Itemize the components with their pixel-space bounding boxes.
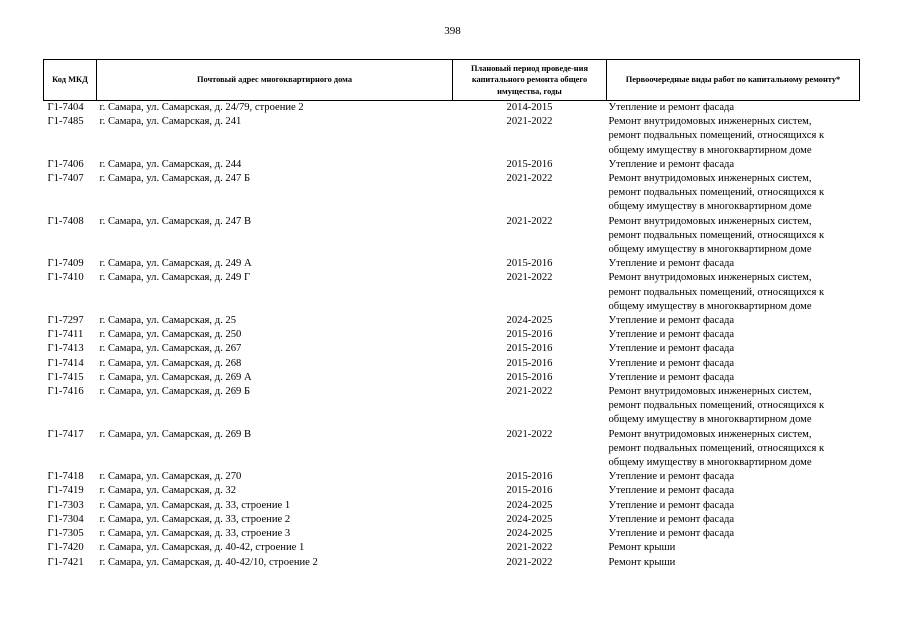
row-code: Г1-7304	[47, 513, 84, 525]
header-period: Плановый период проведе-ния капитального ремонта общего имущества, годы	[453, 60, 607, 101]
row-code: Г1-7408	[47, 215, 84, 227]
row-period: 2021-2022	[506, 556, 553, 568]
works-line: Ремонт внутридомовых инженерных систем,	[608, 116, 812, 128]
row-address: г. Самара, ул. Самарская, д. 40-42, строение 1	[99, 542, 305, 554]
row-period: 2021-2022	[506, 386, 553, 398]
works-line: Утепление и ремонт фасада	[608, 315, 735, 327]
header-address: Почтовый адрес многоквартирного дома	[97, 60, 453, 101]
works-line: Утепление и ремонт фасада	[608, 513, 735, 525]
row-works	[607, 556, 860, 570]
row-works	[607, 527, 860, 541]
table-row	[44, 257, 860, 271]
capital-repair-table	[43, 59, 860, 570]
works-line: ремонт подвальных помещений, относящихся к	[608, 400, 825, 412]
row-period: 2021-2022	[506, 173, 553, 185]
works-line: ремонт подвальных помещений, относящихся к	[608, 286, 825, 298]
row-period: 2014-2015	[506, 102, 553, 113]
works-line: Утепление и ремонт фасада	[608, 471, 735, 483]
table-row	[44, 215, 860, 258]
row-code: Г1-7415	[47, 371, 84, 383]
table-row	[44, 115, 860, 158]
works-line: Утепление и ремонт фасада	[608, 357, 735, 369]
row-works	[607, 428, 860, 471]
works-line: Утепление и ремонт фасада	[608, 258, 735, 270]
works-line: общему имуществу в многоквартирном доме	[608, 144, 812, 156]
works-line: ремонт подвальных помещений, относящихся к	[608, 229, 825, 241]
row-code: Г1-7406	[47, 158, 84, 170]
table-row	[44, 172, 860, 215]
page-number: 398	[444, 25, 461, 37]
row-address: г. Самара, ул. Самарская, д. 25	[99, 315, 236, 327]
row-period: 2015-2016	[506, 329, 553, 341]
table-row	[44, 158, 860, 172]
header-works: Первоочередные виды работ по капитальному ремонту*	[607, 60, 860, 101]
table-row	[44, 513, 860, 527]
row-code: Г1-7421	[47, 556, 84, 568]
table-row	[44, 357, 860, 371]
row-code: Г1-7297	[47, 315, 84, 327]
row-period: 2015-2016	[506, 371, 553, 383]
row-code: Г1-7485	[47, 116, 84, 128]
works-line: Утепление и ремонт фасада	[608, 102, 735, 113]
row-address: г. Самара, ул. Самарская, д. 33, строение 2	[99, 513, 291, 525]
table-row	[44, 499, 860, 513]
row-address: г. Самара, ул. Самарская, д. 269 Б	[99, 386, 251, 398]
row-address: г. Самара, ул. Самарская, д. 33, строение 1	[99, 499, 291, 511]
table-row	[44, 556, 860, 570]
table-row	[44, 271, 860, 314]
row-address: г. Самара, ул. Самарская, д. 40-42/10, строение 2	[99, 556, 318, 568]
row-address: г. Самара, ул. Самарская, д. 249 А	[99, 258, 252, 270]
works-line: Утепление и ремонт фасада	[608, 371, 735, 383]
row-works	[607, 328, 860, 342]
row-code: Г1-7420	[47, 542, 84, 554]
table-row	[44, 314, 860, 328]
row-period: 2015-2016	[506, 158, 553, 170]
row-works	[607, 541, 860, 555]
row-address: г. Самара, ул. Самарская, д. 32	[99, 485, 236, 497]
works-line: Утепление и ремонт фасада	[608, 528, 735, 540]
row-code: Г1-7404	[47, 102, 84, 113]
row-works	[607, 115, 860, 158]
works-line: ремонт подвальных помещений, относящихся к	[608, 130, 825, 142]
works-line: Ремонт крыши	[608, 542, 676, 554]
row-works	[607, 513, 860, 527]
row-address: г. Самара, ул. Самарская, д. 268	[99, 357, 242, 369]
row-code: Г1-7305	[47, 528, 84, 540]
table-row	[44, 328, 860, 342]
row-works	[607, 385, 860, 428]
works-line: Ремонт внутридомовых инженерных систем,	[608, 173, 812, 185]
works-line: общему имуществу в многоквартирном доме	[608, 201, 812, 213]
works-line: Ремонт крыши	[608, 556, 676, 568]
row-works	[607, 314, 860, 328]
works-line: общему имуществу в многоквартирном доме	[608, 300, 812, 312]
row-period: 2021-2022	[506, 428, 553, 440]
row-period: 2015-2016	[506, 471, 553, 483]
table-row	[44, 541, 860, 555]
row-address: г. Самара, ул. Самарская, д. 250	[99, 329, 242, 341]
row-code: Г1-7407	[47, 173, 84, 185]
row-works	[607, 484, 860, 498]
row-works	[607, 101, 860, 116]
works-line: Ремонт внутридомовых инженерных систем,	[608, 386, 812, 398]
row-period: 2024-2025	[506, 513, 553, 525]
row-code: Г1-7409	[47, 258, 84, 270]
row-code: Г1-7417	[47, 428, 84, 440]
works-line: общему имуществу в многоквартирном доме	[608, 457, 812, 469]
row-works	[607, 172, 860, 215]
table-row	[44, 428, 860, 471]
row-works	[607, 499, 860, 513]
header-code: Код МКД	[44, 60, 97, 101]
row-address: г. Самара, ул. Самарская, д. 269 В	[99, 428, 252, 440]
row-period: 2021-2022	[506, 272, 553, 284]
row-address: г. Самара, ул. Самарская, д. 247 Б	[99, 173, 251, 185]
row-period: 2015-2016	[506, 485, 553, 497]
row-code: Г1-7419	[47, 485, 84, 497]
row-address: г. Самара, ул. Самарская, д. 244	[99, 158, 242, 170]
row-code: Г1-7411	[47, 329, 84, 341]
table-body	[44, 101, 860, 570]
row-works	[607, 271, 860, 314]
row-address: г. Самара, ул. Самарская, д. 269 А	[99, 371, 252, 383]
works-line: Утепление и ремонт фасада	[608, 499, 735, 511]
row-period: 2015-2016	[506, 343, 553, 355]
row-works	[607, 215, 860, 258]
row-address: г. Самара, ул. Самарская, д. 247 В	[99, 215, 252, 227]
row-code: Г1-7418	[47, 471, 84, 483]
table-row	[44, 371, 860, 385]
row-works	[607, 158, 860, 172]
works-line: ремонт подвальных помещений, относящихся к	[608, 187, 825, 199]
table-row	[44, 484, 860, 498]
works-line: Ремонт внутридомовых инженерных систем,	[608, 428, 812, 440]
row-code: Г1-7413	[47, 343, 84, 355]
row-period: 2021-2022	[506, 116, 553, 128]
table-row	[44, 527, 860, 541]
row-address: г. Самара, ул. Самарская, д. 270	[99, 471, 242, 483]
row-code: Г1-7416	[47, 386, 84, 398]
row-works	[607, 371, 860, 385]
works-line: общему имуществу в многоквартирном доме	[608, 414, 812, 426]
works-line: ремонт подвальных помещений, относящихся к	[608, 442, 825, 454]
works-line: Утепление и ремонт фасада	[608, 485, 735, 497]
row-code: Г1-7410	[47, 272, 84, 284]
row-period: 2015-2016	[506, 357, 553, 369]
row-period: 2021-2022	[506, 542, 553, 554]
table-row	[44, 101, 860, 116]
row-code: Г1-7414	[47, 357, 84, 369]
table-header-row	[44, 60, 860, 101]
row-period: 2024-2025	[506, 499, 553, 511]
works-line: Утепление и ремонт фасада	[608, 343, 735, 355]
row-period: 2024-2025	[506, 528, 553, 540]
row-period: 2015-2016	[506, 258, 553, 270]
table-row	[44, 385, 860, 428]
works-line: Ремонт внутридомовых инженерных систем,	[608, 215, 812, 227]
row-address: г. Самара, ул. Самарская, д. 241	[99, 116, 242, 128]
row-works	[607, 357, 860, 371]
row-address: г. Самара, ул. Самарская, д. 24/79, строение 2	[99, 102, 304, 113]
works-line: Ремонт внутридомовых инженерных систем,	[608, 272, 812, 284]
table-row	[44, 470, 860, 484]
row-address: г. Самара, ул. Самарская, д. 33, строение 3	[99, 528, 291, 540]
row-works	[607, 470, 860, 484]
row-code: Г1-7303	[47, 499, 84, 511]
row-address: г. Самара, ул. Самарская, д. 249 Г	[99, 272, 251, 284]
row-works	[607, 342, 860, 356]
works-line: Утепление и ремонт фасада	[608, 329, 735, 341]
row-period: 2024-2025	[506, 315, 553, 327]
works-line: общему имуществу в многоквартирном доме	[608, 244, 812, 256]
row-address: г. Самара, ул. Самарская, д. 267	[99, 343, 242, 355]
row-period: 2021-2022	[506, 215, 553, 227]
table-row	[44, 342, 860, 356]
row-works	[607, 257, 860, 271]
works-line: Утепление и ремонт фасада	[608, 158, 735, 170]
